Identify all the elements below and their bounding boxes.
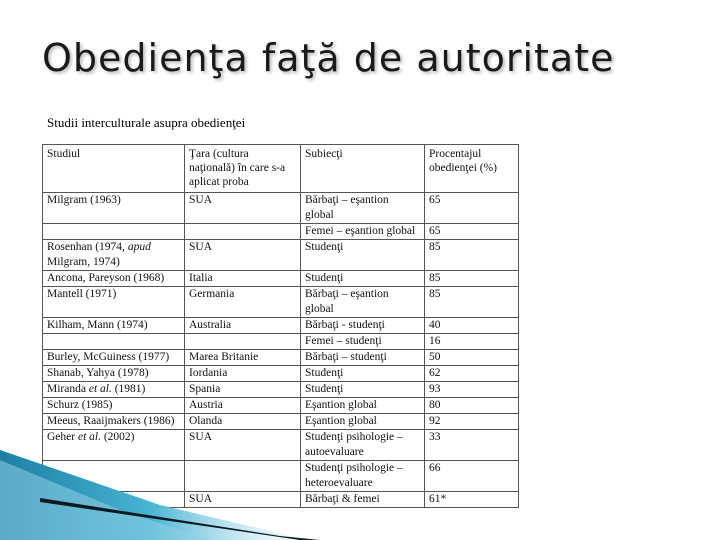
table-row <box>43 366 519 382</box>
cell-country: Australia <box>185 318 301 334</box>
cell-percentage: 85 <box>425 287 519 318</box>
cell-study <box>43 224 185 240</box>
cell-subjects: Bărbaţi & femei <box>301 492 425 508</box>
cell-subjects: Femei – studenţi <box>301 334 425 350</box>
cell-subjects: Bărbaţi - studenţi <box>301 318 425 334</box>
table-row <box>43 240 519 271</box>
header-percentage: Procentajul obedienţei (%) <box>425 145 519 193</box>
cell-percentage: 62 <box>425 366 519 382</box>
cell-percentage: 16 <box>425 334 519 350</box>
cell-country: Marea Britanie <box>185 350 301 366</box>
cell-study: Milgram (1963) <box>43 193 185 224</box>
cell-percentage: 85 <box>425 271 519 287</box>
cell-country: SUA <box>185 193 301 224</box>
cell-study: Kilham, Mann (1974) <box>43 318 185 334</box>
cell-subjects: Studenţi <box>301 271 425 287</box>
cell-percentage: 40 <box>425 318 519 334</box>
cell-study: Burley, McGuiness (1977) <box>43 350 185 366</box>
table-row <box>43 271 519 287</box>
cell-percentage: 65 <box>425 193 519 224</box>
cell-country: SUA <box>185 430 301 461</box>
cell-percentage: 80 <box>425 398 519 414</box>
slide-title: Obedienţa faţă de autoritate <box>42 36 615 80</box>
table-row <box>43 334 519 350</box>
table-row <box>43 287 519 318</box>
cell-subjects: Femei – eşantion global <box>301 224 425 240</box>
slide-corner-decoration <box>0 450 720 540</box>
cell-percentage: 61* <box>425 492 519 508</box>
cell-study <box>43 334 185 350</box>
table-row <box>43 350 519 366</box>
header-country: Ţara (cultura naţională) în care s-a aplicat proba <box>185 145 301 193</box>
cell-country <box>185 334 301 350</box>
table-header-row <box>43 145 519 193</box>
cell-country: Olanda <box>185 414 301 430</box>
header-subjects: Subiecţi <box>301 145 425 193</box>
cell-subjects: Eşantion global <box>301 398 425 414</box>
table-row <box>43 414 519 430</box>
cell-study: Shanab, Yahya (1978) <box>43 366 185 382</box>
cell-percentage: 93 <box>425 382 519 398</box>
table-row <box>43 398 519 414</box>
cell-country: Austria <box>185 398 301 414</box>
cell-percentage: 66 <box>425 461 519 492</box>
cell-subjects: Bărbaţi – eşantion global <box>301 287 425 318</box>
cell-subjects: Studenţi <box>301 382 425 398</box>
table-row <box>43 382 519 398</box>
cell-study: Schurz (1985) <box>43 398 185 414</box>
cell-country: Italia <box>185 271 301 287</box>
cell-study: Meeus, Raaijmakers (1986) <box>43 414 185 430</box>
cell-subjects: Studenţi psihologie – autoevaluare <box>301 430 425 461</box>
cell-country: Spania <box>185 382 301 398</box>
cell-subjects: Studenţi <box>301 366 425 382</box>
cell-percentage: 92 <box>425 414 519 430</box>
table-row <box>43 193 519 224</box>
table-row <box>43 318 519 334</box>
cell-study: Miranda et al. (1981) <box>43 382 185 398</box>
cell-study: Ancona, Pareyson (1968) <box>43 271 185 287</box>
cell-study: Geher et al. (2002) <box>43 430 185 461</box>
table-row <box>43 224 519 240</box>
cell-subjects: Bărbaţi – studenţi <box>301 350 425 366</box>
cell-country: Germania <box>185 287 301 318</box>
cell-percentage: 50 <box>425 350 519 366</box>
cell-study: Rosenhan (1974, apud Milgram, 1974) <box>43 240 185 271</box>
cell-percentage: 65 <box>425 224 519 240</box>
cell-country: SUA <box>185 240 301 271</box>
cell-subjects: Bărbaţi – eşantion global <box>301 193 425 224</box>
cell-percentage: 33 <box>425 430 519 461</box>
cell-country <box>185 224 301 240</box>
header-study: Studiul <box>43 145 185 193</box>
cell-subjects: Eşantion global <box>301 414 425 430</box>
cell-study: Mantell (1971) <box>43 287 185 318</box>
cell-country: Iordania <box>185 366 301 382</box>
table-caption: Studii interculturale asupra obedienţei <box>47 115 246 130</box>
cell-subjects: Studenţi <box>301 240 425 271</box>
cell-subjects: Studenţi psihologie – heteroevaluare <box>301 461 425 492</box>
cell-country: SUA <box>185 492 301 508</box>
cell-percentage: 85 <box>425 240 519 271</box>
